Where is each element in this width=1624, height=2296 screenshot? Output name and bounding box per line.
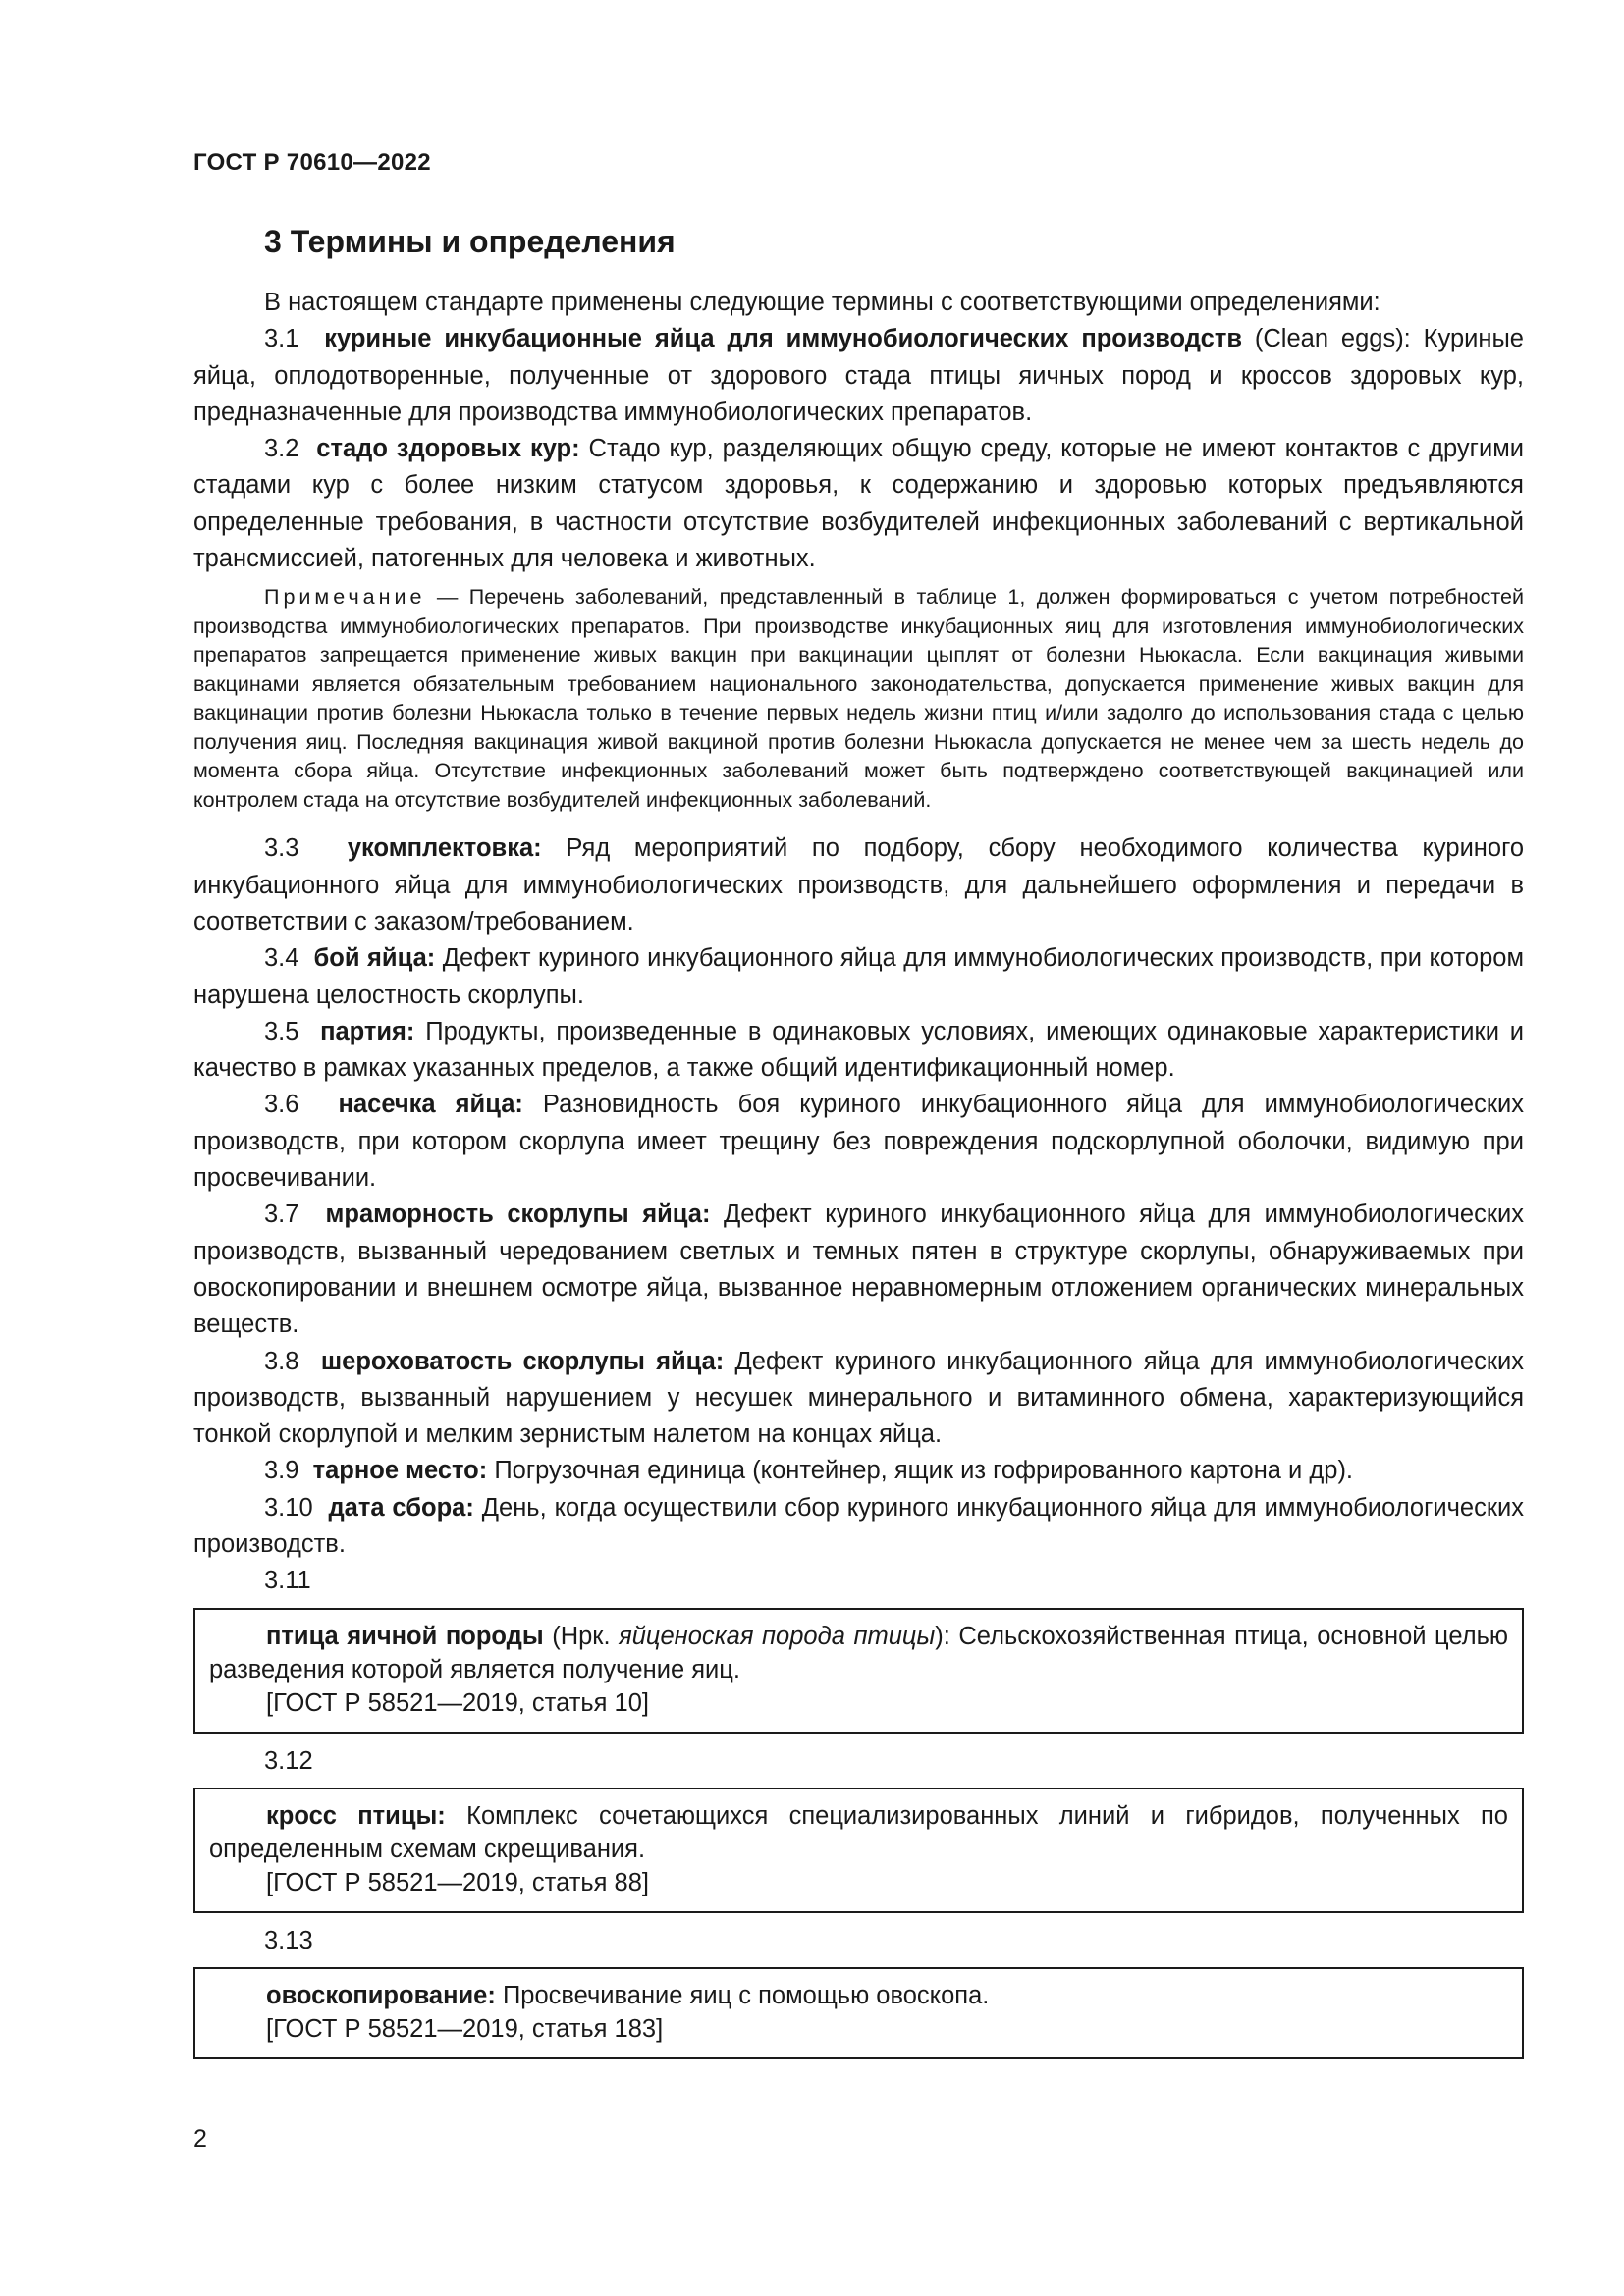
section-intro: В настоящем стандарте применены следующие термины с соответствующими определениями: — [264, 289, 1380, 316]
term-number: 3.8 — [264, 1347, 299, 1375]
page-number: 2 — [193, 2125, 207, 2153]
term-3-4 — [193, 940, 1524, 1014]
term-number: 3.7 — [264, 1201, 299, 1229]
term-definition: Стадо кур, разделяющих общую среду, которые не имеют контактов с другими стадами кур с более низким статусом здоровья, к содержанию и здоровью которых предъявляются определенные требования, в частности отсутствие возбудителей инфекционных заболеваний с вертикальной трансмиссией, патогенных для человека и животных. — [193, 435, 1525, 573]
term-name: укомплектовка: — [347, 834, 542, 863]
term-number: 3.1 — [264, 325, 299, 353]
term-3-9 — [193, 1453, 1524, 1489]
term-number-3-11: 3.11 — [264, 1567, 311, 1595]
boxed-definition — [209, 1979, 1508, 2012]
term-number: 3.2 — [264, 435, 299, 463]
term-name: мраморность скорлупы яйца: — [325, 1201, 711, 1229]
section-title: 3 Термины и определения — [264, 224, 676, 259]
term-definition: Комплекс сочетающихся специализированных линий и гибридов, полученных по определенным схемам скрещивания. — [209, 1801, 1508, 1863]
term-number-3-13: 3.13 — [264, 1926, 313, 1954]
term-number: 3.3 — [264, 834, 299, 863]
boxed-definition — [209, 1620, 1508, 1686]
term-name: птица яичной породы — [266, 1622, 544, 1650]
term-name: насечка яйца: — [338, 1091, 523, 1119]
term-definition-post: ): Сельскохозяйственная птица, основной целью разведения которой является получение яиц. — [209, 1622, 1508, 1683]
term-source: [ГОСТ Р 58521—2019, статья 10] — [266, 1688, 649, 1717]
term-source: [ГОСТ Р 58521—2019, статья 88] — [266, 1868, 649, 1896]
term-3-6 — [193, 1087, 1524, 1197]
term-definition: Просвечивание яиц с помощью овоскопа. — [495, 1982, 990, 2010]
term-3-1 — [193, 321, 1524, 431]
boxed-term-3-11 — [193, 1608, 1524, 1734]
term-3-10 — [193, 1490, 1524, 1564]
term-definition: (Clean eggs): Куриные яйца, оплодотворенные, полученные от здорового стада птицы яичных пород и кроссов здоровых кур, предназначенные для производства иммунобиологических препаратов. — [193, 325, 1524, 426]
term-name: стадо здоровых кур: — [316, 435, 580, 463]
term-name: кросс птицы: — [266, 1801, 446, 1830]
term-definition-pre: (Нрк. — [543, 1622, 620, 1650]
term-definition: Разновидность боя куриного инкубационного яйца для иммунобиологических производств, при котором скорлупа имеет трещину без повреждения подскорлупной оболочки, видимую при просвечивании. — [193, 1091, 1525, 1193]
main-content — [193, 222, 1524, 2069]
note — [193, 583, 1524, 815]
term-name: тарное место: — [312, 1457, 488, 1485]
term-number: 3.6 — [264, 1091, 299, 1119]
term-definition: Дефект куриного инкубационного яйца для иммунобиологических производств, при котором нарушена целостность скорлупы. — [193, 944, 1524, 1009]
boxed-term-3-12 — [193, 1788, 1524, 1913]
term-name: бой яйца: — [313, 944, 436, 973]
term-3-2 — [193, 431, 1524, 577]
term-definition: День, когда осуществили сбор куриного инкубационного яйца для иммунобиологических производств. — [193, 1493, 1524, 1559]
term-3-3 — [193, 830, 1524, 940]
note-label: Примечание — [264, 585, 426, 610]
term-3-7 — [193, 1197, 1524, 1343]
term-definition: Продукты, произведенные в одинаковых условиях, имеющих одинаковые характеристики и качество в рамках указанных пределов, а также общий идентификационный номер. — [193, 1017, 1524, 1083]
term-name: шероховатость скорлупы яйца: — [320, 1347, 725, 1375]
term-number: 3.9 — [264, 1457, 299, 1485]
term-deprecated: яйценоская порода птицы — [619, 1622, 936, 1650]
term-source: [ГОСТ Р 58521—2019, статья 183] — [266, 2015, 664, 2044]
term-definition: Погрузочная единица (контейнер, ящик из гофрированного картона и др). — [487, 1457, 1354, 1485]
document-code: ГОСТ Р 70610—2022 — [193, 149, 431, 176]
term-definition: Ряд мероприятий по подбору, сбору необходимого количества куриного инкубационного яйца для иммунобиологических производств, для дальнейшего оформления и передачи в соответствии с заказом/требованием. — [193, 834, 1524, 935]
term-number-3-12: 3.12 — [264, 1746, 313, 1775]
term-name: куриные инкубационные яйца для иммунобиологических производств — [324, 325, 1242, 353]
term-definition: Дефект куриного инкубационного яйца для иммунобиологических производств, вызванный чередованием светлых и темных пятен в структуре скорлупы, обнаруживаемых при овоскопировании и внешнем осмотре яйца, вызванное неравномерным отложением органических минеральных веществ. — [193, 1201, 1524, 1339]
term-3-5 — [193, 1014, 1524, 1088]
term-3-8 — [193, 1344, 1524, 1454]
term-number: 3.5 — [264, 1017, 299, 1045]
term-number: 3.4 — [264, 944, 299, 973]
boxed-term-3-13 — [193, 1967, 1524, 2059]
term-name: партия: — [320, 1017, 415, 1045]
boxed-definition — [209, 1799, 1508, 1866]
term-definition: Дефект куриного инкубационного яйца для иммунобиологических производств, вызванный нарушением у несушек минерального и витаминного обмена, характеризующийся тонкой скорлупой и мелким зернистым налетом на концах яйца. — [193, 1347, 1524, 1449]
term-name: овоскопирование: — [266, 1982, 496, 2010]
note-text: — Перечень заболеваний, представленный в таблице 1, должен формироваться с учетом потребностей производства иммунобиологических препаратов. При производстве инкубационных яиц для изготовления иммунобиологических препаратов запрещается применение живых вакцин при вакцинации цыплят от болезни Ньюкасла. Если вакцинация живыми вакцинами является обязательным требованием национального законодательства, допускается применение живых вакцин для вакцинации против болезни Ньюкасла только в течение первых недель жизни птиц и/или задолго до использования стада с целью получения яиц. Последняя вакцинация живой вакциной против болезни Ньюкасла допускается не менее чем за шесть недель до момента сбора яйца. Отсутствие инфекционных заболеваний может быть подтверждено соответствующей вакцинацией или контролем стада на отсутствие возбудителей инфекционных заболеваний. — [193, 585, 1524, 812]
term-name: дата сбора: — [328, 1493, 474, 1522]
term-number: 3.10 — [264, 1493, 313, 1522]
